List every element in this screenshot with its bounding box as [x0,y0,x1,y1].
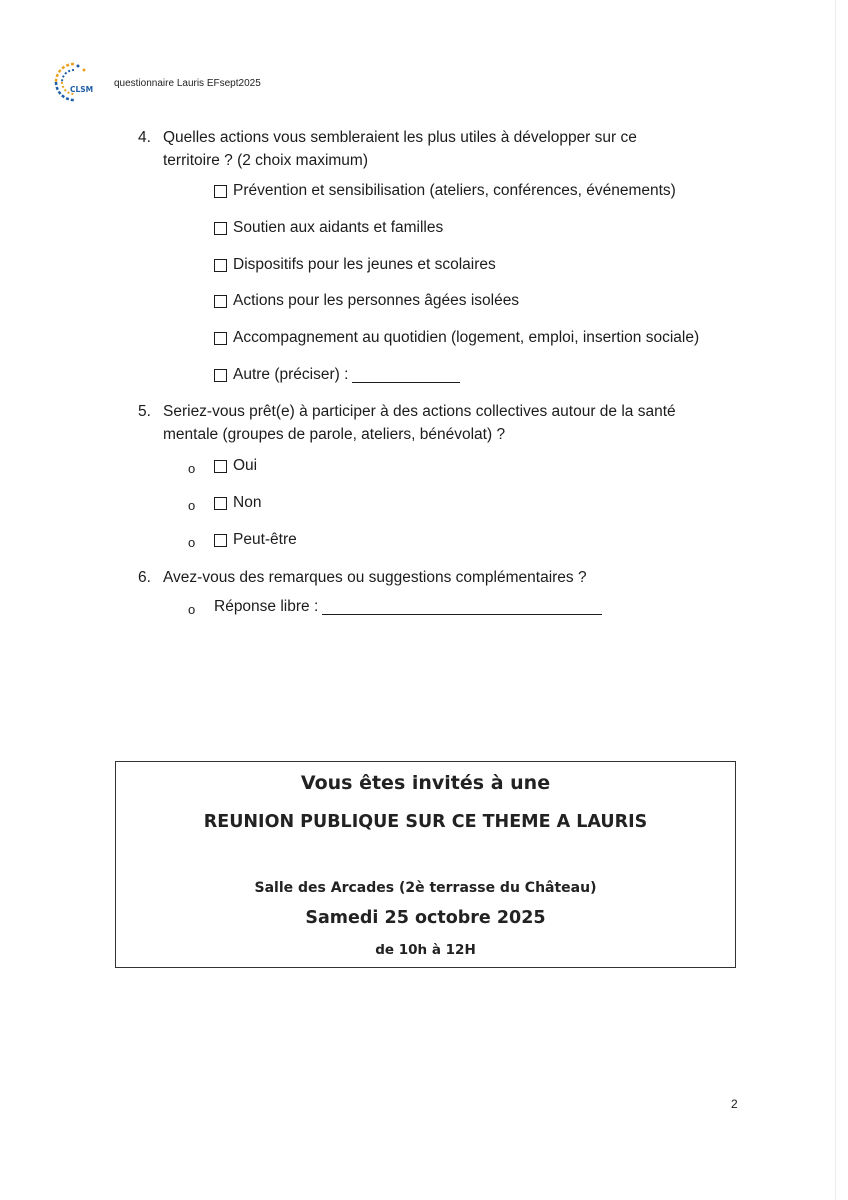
q5-option-oui[interactable] [214,457,257,475]
q4-option-prevention[interactable] [214,182,676,200]
q5-option-non[interactable] [214,494,261,512]
checkbox-icon[interactable] [214,369,227,382]
page-edge [835,0,836,1200]
autre-blank-line[interactable] [352,368,460,383]
invitation-venue: Salle des Arcades (2è terrasse du Château) [254,880,597,896]
question-number: 6. [138,569,151,586]
option-label: Dispositifs pour les jeunes et scolaires [233,256,496,273]
bullet-icon: o [188,498,196,513]
q4-option-accompagnement[interactable] [214,329,699,347]
clsm-logo [48,56,100,108]
invitation-box [115,761,736,968]
page-number: 2 [731,1097,738,1111]
option-label: Autre (préciser) : [233,366,349,383]
question-text-line1: Quelles actions vous sembleraient les plus utiles à développer sur ce [163,129,637,146]
answer-blank-line[interactable] [322,600,602,615]
invitation-line2: REUNION PUBLIQUE SUR CE THEME A LAURIS [203,812,648,832]
bullet-icon: o [188,461,196,476]
bullet-icon: o [188,535,196,550]
logo-text: CLSM [70,85,94,94]
option-label: Non [233,494,262,511]
invitation-line1: Vous êtes invités à une [300,772,551,794]
option-label: Prévention et sensibilisation (ateliers, conférences, événements) [233,182,676,199]
checkbox-icon[interactable] [214,185,227,198]
invitation-date: Samedi 25 octobre 2025 [305,908,546,928]
q4-option-autre[interactable] [214,366,460,384]
bullet-icon: o [188,602,196,617]
q4-option-jeunes[interactable] [214,256,496,274]
checkbox-icon[interactable] [214,460,227,473]
question-text: Avez-vous des remarques ou suggestions complémentaires ? [163,569,587,586]
q5-option-peut-etre[interactable] [214,531,297,549]
question-number: 5. [138,403,151,420]
option-label: Actions pour les personnes âgées isolées [233,292,520,309]
q4-option-personnes-agees[interactable] [214,292,519,310]
option-label: Peut-être [233,531,297,548]
question-number: 4. [138,129,151,146]
document-title: questionnaire Lauris EFsept2025 [114,77,261,89]
checkbox-icon[interactable] [214,295,227,308]
checkbox-icon[interactable] [214,497,227,510]
checkbox-icon[interactable] [214,332,227,345]
option-label: Accompagnement au quotidien (logement, emploi, insertion sociale) [233,329,700,346]
question-text-line2: territoire ? (2 choix maximum) [163,152,368,169]
checkbox-icon[interactable] [214,534,227,547]
option-label: Soutien aux aidants et familles [233,219,444,236]
q4-option-aidants[interactable] [214,219,443,237]
option-label: Oui [233,457,258,474]
checkbox-icon[interactable] [214,259,227,272]
checkbox-icon[interactable] [214,222,227,235]
question-text-line2: mentale (groupes de parole, ateliers, bénévolat) ? [163,426,506,443]
q6-free-answer[interactable] [214,598,602,616]
answer-label: Réponse libre : [214,598,319,615]
question-text-line1: Seriez-vous prêt(e) à participer à des actions collectives autour de la santé [163,403,676,420]
page-header [48,56,261,108]
invitation-time: de 10h à 12H [375,942,476,958]
